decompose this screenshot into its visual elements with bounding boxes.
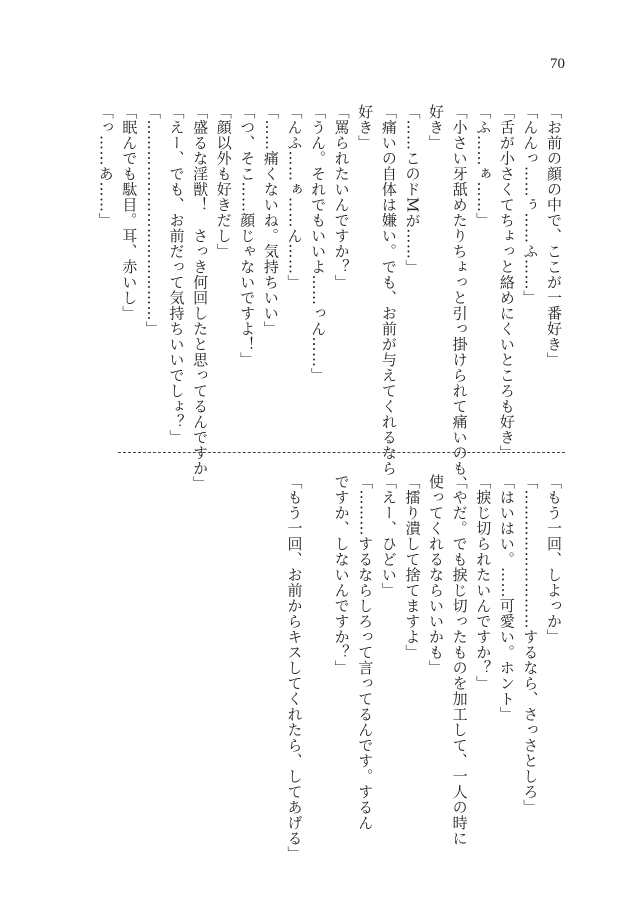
- text-line: 「っ……あ……」: [96, 104, 115, 228]
- text-line: 「舌が小さくてちょっと絡めにくいところも好き」: [497, 104, 516, 461]
- text-line: 「………するならしろって言ってるんです。するん: [356, 474, 375, 831]
- text-line: ですか、しないんですか？」: [332, 474, 351, 676]
- page-number: 70: [550, 56, 565, 72]
- text-line: 「……このドMが……」: [403, 104, 422, 275]
- text-line: 「えー、でも、お前だって気持ちいいでしょ？」: [167, 104, 186, 445]
- text-line: 「お前の顔の中で、ここが一番好き」: [545, 104, 563, 368]
- text-line: 「眠んでも駄目。耳、赤いし」: [120, 104, 139, 321]
- text-line: 「盛るな淫獣！ さっき何回したと思ってるんですか」: [191, 104, 210, 492]
- text-line: 「うん。それでもいいよ……っん……」: [309, 104, 328, 383]
- text-line: 「んふ……ぁ……ん……」: [285, 104, 304, 290]
- text-line: 「ふ……ぁ……」: [474, 104, 493, 228]
- upper-text-block: [93, 104, 565, 492]
- text-line: 好き」: [427, 104, 446, 151]
- text-line: 「もう一回、お前からキスしてくれたら、してあげる」: [285, 474, 304, 862]
- text-line: 「罵られたいんですか？」: [332, 104, 351, 290]
- scene-divider: [118, 452, 565, 453]
- text-line: 使ってくれるならいいかも」: [427, 474, 446, 676]
- text-line: 「えー、ひどい」: [379, 474, 398, 598]
- text-line: 「痛いの自体は嫌い。でも、お前が与えてくれるなら: [379, 104, 398, 476]
- text-line: 「んんっ……ぅ……ふ……」: [521, 104, 540, 306]
- text-line: 「小さい牙舐めたりちょっと引っ掛けられて痛いのも、: [450, 104, 469, 492]
- text-line: [305, 474, 329, 814]
- text-line: 「はいはい。……可愛い。ホント」: [497, 474, 516, 722]
- text-line: 「顔以外も好きだし」: [214, 104, 233, 259]
- lower-text-block: [282, 474, 565, 862]
- text-line: 「………………………するなら、さっさとしろ」: [521, 474, 540, 815]
- text-line: 好き」: [356, 104, 375, 151]
- text-line: 「…………………………………」: [143, 104, 162, 337]
- text-line: 「やだ。でも捩じ切ったものを加工して、一人の時に: [450, 474, 469, 846]
- text-line: 「つ、そこ……顔じゃないですよ！」: [238, 104, 257, 368]
- text-line: 「擂り潰して捨てますよ」: [403, 474, 422, 660]
- text-line: 「……痛くないね。気持ちいい」: [261, 104, 280, 337]
- text-line: 「捩じ切られたいんですか？」: [474, 474, 493, 691]
- text-line: 「もう一回、しよっか」: [545, 474, 563, 645]
